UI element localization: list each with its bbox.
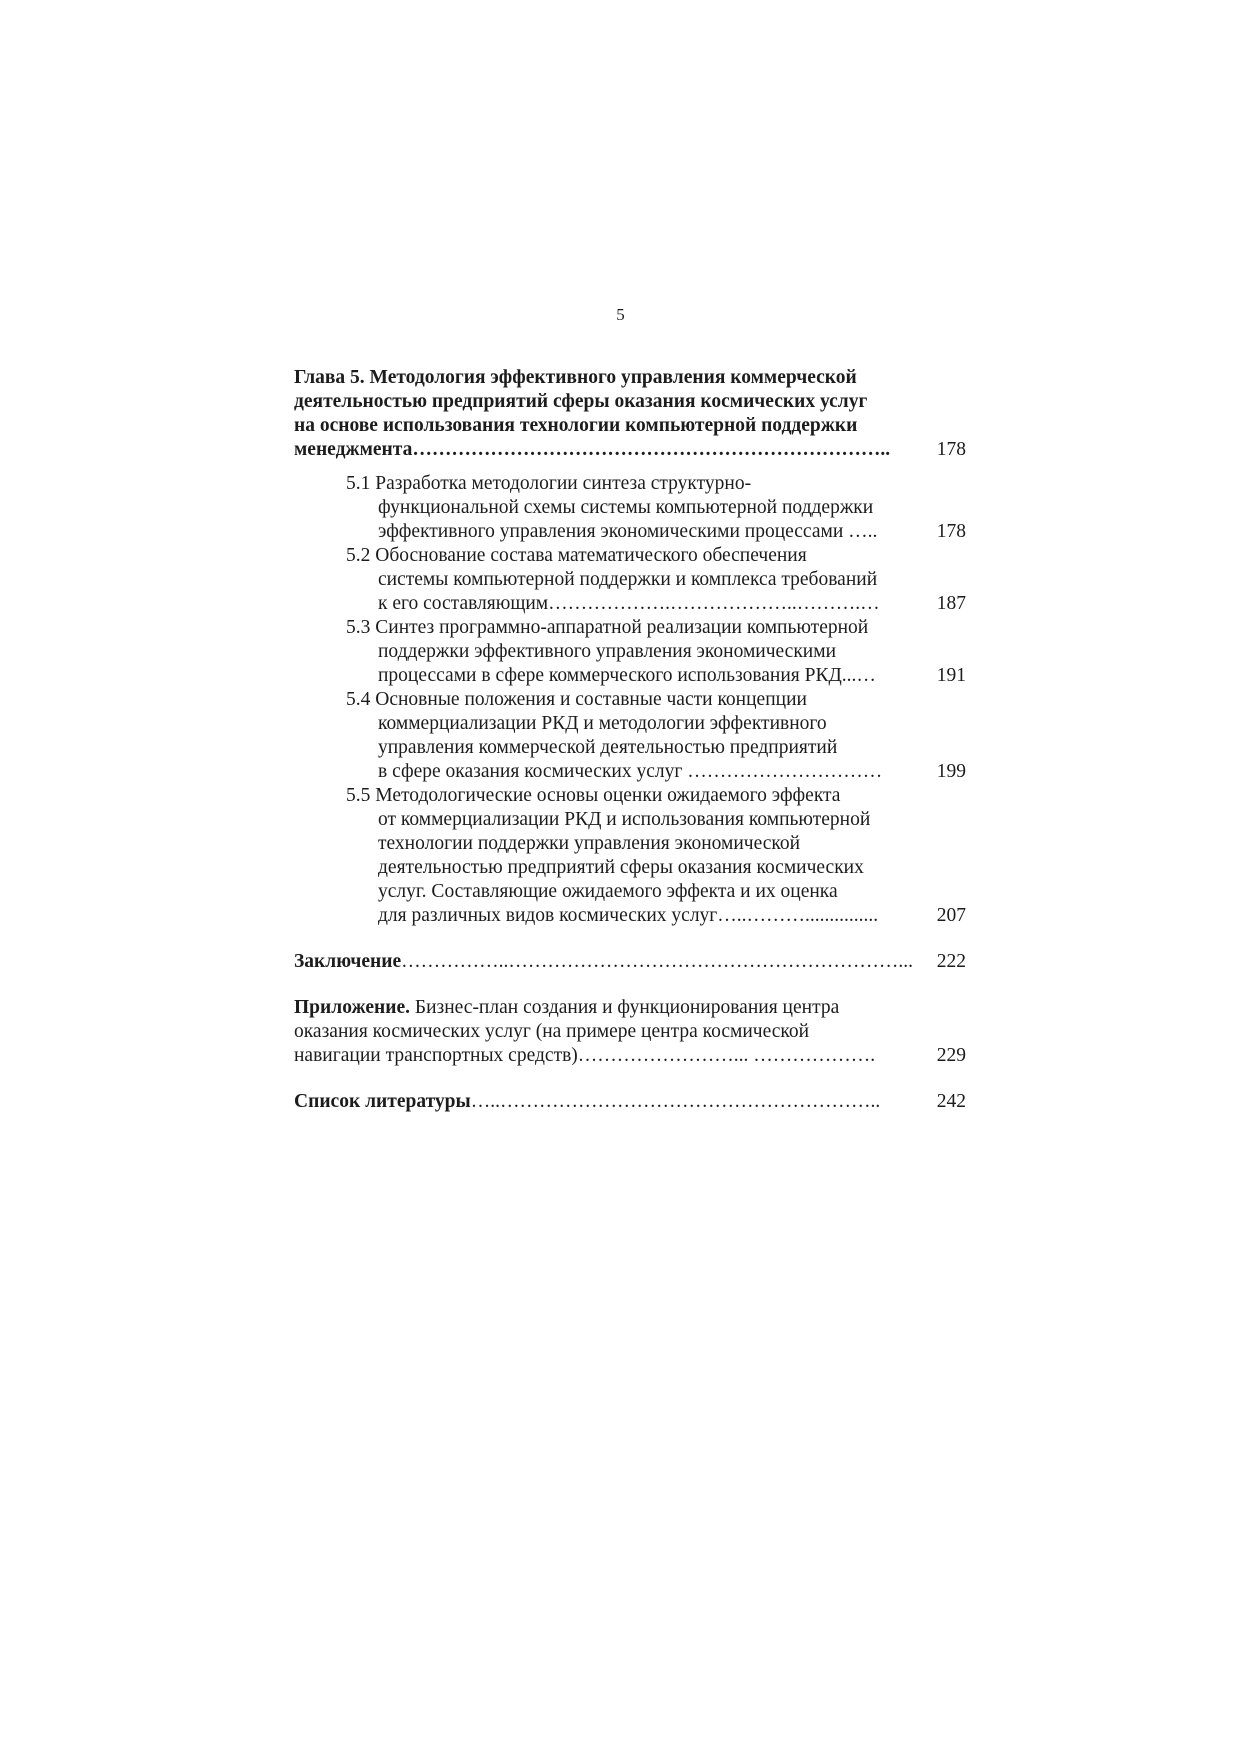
toc-line: технологии поддержки управления экономической — [378, 833, 801, 854]
table-of-contents — [294, 366, 966, 1114]
toc-conclusion — [294, 950, 966, 974]
toc-section-5-5 — [294, 784, 966, 928]
toc-page-number: 222 — [936, 951, 966, 972]
toc-line: деятельностью предприятий сферы оказания космических — [378, 857, 864, 878]
toc-conclusion-label: Заключение — [294, 951, 402, 972]
toc-line: поддержки эффективного управления экономическими — [378, 641, 837, 662]
toc-appendix — [294, 996, 966, 1068]
toc-section-5-2 — [294, 544, 966, 616]
toc-leader-dots: ……………..……………………………………………………... — [401, 951, 914, 972]
toc-page-number: 178 — [936, 521, 966, 542]
toc-line: для различных видов космических услуг…..………............... — [378, 905, 879, 926]
toc-line: к его составляющим……………….………………..……….… — [378, 593, 880, 614]
toc-line: деятельностью предприятий сферы оказания космических услуг — [294, 391, 868, 412]
toc-line: функциональной схемы системы компьютерной поддержки — [378, 497, 874, 518]
toc-line: 5.4 Основные положения и составные части концепции — [346, 689, 807, 710]
toc-page-number: 229 — [936, 1045, 966, 1066]
toc-line: на основе использования технологии компьютерной поддержки — [294, 415, 858, 436]
toc-page-number: 207 — [936, 905, 966, 926]
toc-line: управления коммерческой деятельностью предприятий — [378, 737, 838, 758]
toc-page-number: 199 — [936, 761, 966, 782]
toc-line: от коммерциализации РКД и использования компьютерной — [378, 809, 871, 830]
toc-line: услуг. Составляющие ожидаемого эффекта и их оценка — [378, 881, 838, 902]
toc-line: 5.1 Разработка методологии синтеза структурно- — [346, 473, 752, 494]
toc-line: эффективного управления экономическими процессами ….. — [378, 521, 878, 542]
toc-chapter-5 — [294, 366, 966, 462]
toc-appendix-text: Бизнес-план создания и функционирования центра — [410, 997, 840, 1018]
toc-line: навигации транспортных средств)……………………... ………………. — [294, 1045, 876, 1066]
toc-line: 5.5 Методологические основы оценки ожидаемого эффекта — [346, 785, 841, 806]
toc-page-number: 242 — [936, 1091, 966, 1112]
toc-line: процессами в сфере коммерческого использования РКД...… — [378, 665, 876, 686]
toc-page-number: 187 — [936, 593, 966, 614]
toc-section-5-3 — [294, 616, 966, 688]
toc-chapter-title — [294, 366, 914, 462]
toc-line: 5.3 Синтез программно-аппаратной реализации компьютерной — [346, 617, 869, 638]
toc-bibliography — [294, 1090, 966, 1114]
toc-line: в сфере оказания космических услуг ………………………… — [378, 761, 883, 782]
toc-bibliography-label: Список литературы — [294, 1091, 471, 1112]
toc-appendix-label: Приложение. — [294, 997, 410, 1018]
page-number: 5 — [616, 305, 625, 324]
toc-leader-dots: …..………………………………………………….. — [470, 1091, 881, 1112]
toc-page-number: 178 — [936, 439, 966, 460]
toc-line: системы компьютерной поддержки и комплекса требований — [378, 569, 878, 590]
toc-line: Глава 5. Методология эффективного управления коммерческой — [294, 367, 857, 388]
toc-page-number: 191 — [936, 665, 966, 686]
toc-line: 5.2 Обоснование состава математического обеспечения — [346, 545, 807, 566]
toc-line: коммерциализации РКД и методологии эффективного — [378, 713, 827, 734]
toc-section-5-1 — [294, 472, 966, 544]
toc-line: менеджмента……………………………………………………………….. — [294, 439, 891, 460]
toc-line: оказания космических услуг (на примере центра космической — [294, 1021, 810, 1042]
toc-section-5-4 — [294, 688, 966, 784]
